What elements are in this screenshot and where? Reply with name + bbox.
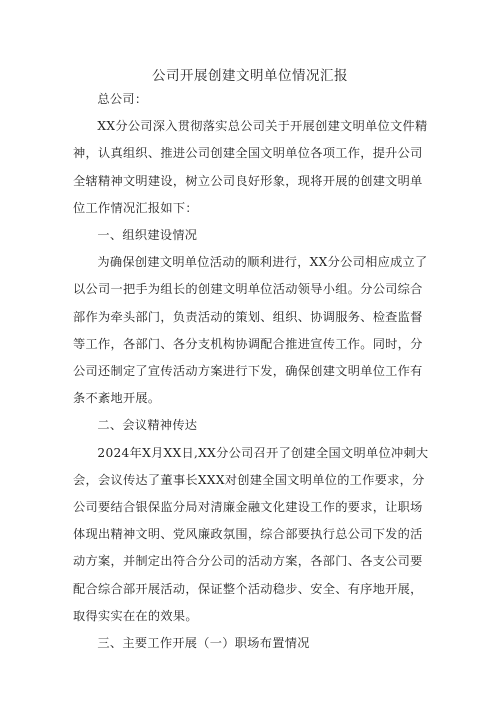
document-title: 公司开展创建文明单位情况汇报 — [152, 68, 348, 84]
section-2-paragraph: 2024年X月XX日,XX分公司召开了创建全国文明单位冲刺大会，会议传达了董事长XXX对创建全国文明单位的工作要求，分公司要结合银保监分局对清廉金融文化建设工作的要求，让职场体现出精神文明、党风廉政氛围，综合部要执行总公司下发的活动方案，并制定出符合分公司的活动方案，各部门、各支公司要配合综合部开展活动，保证整个活动稳步、安全、有序地开展，取得实实在在的效果。 — [73, 445, 429, 623]
salutation: 总公司： — [97, 92, 148, 106]
section-2-heading: 二、会议精神传达 — [97, 418, 198, 433]
section-1-paragraph: 为确保创建文明单位活动的顺利进行，XX分公司相应成立了以公司一把手为组长的创建文明单位活动领导小组。分公司综合部作为牵头部门，负责活动的策划、组织、协调服务、检查监督等工作，各部门、各分支机构协调配合推进宣传工作。同时，分公司还制定了宣传活动方案进行下发，确保创建文明单位工作有条不紊地开展。 — [73, 255, 428, 406]
document-body — [73, 86, 435, 657]
section-1-heading: 一、组织建设情况 — [97, 228, 198, 243]
intro-paragraph: XX分公司深入贯彻落实总公司关于开展创建文明单位文件精神，认真组织、推进公司创建全国文明单位各项工作，提升公司全辖精神文明建设，树立公司良好形象，现将开展的创建文明单位工作情况汇报如下： — [73, 119, 428, 215]
section-3-heading: 三、主要工作开展（一）职场布置情况 — [97, 636, 310, 651]
